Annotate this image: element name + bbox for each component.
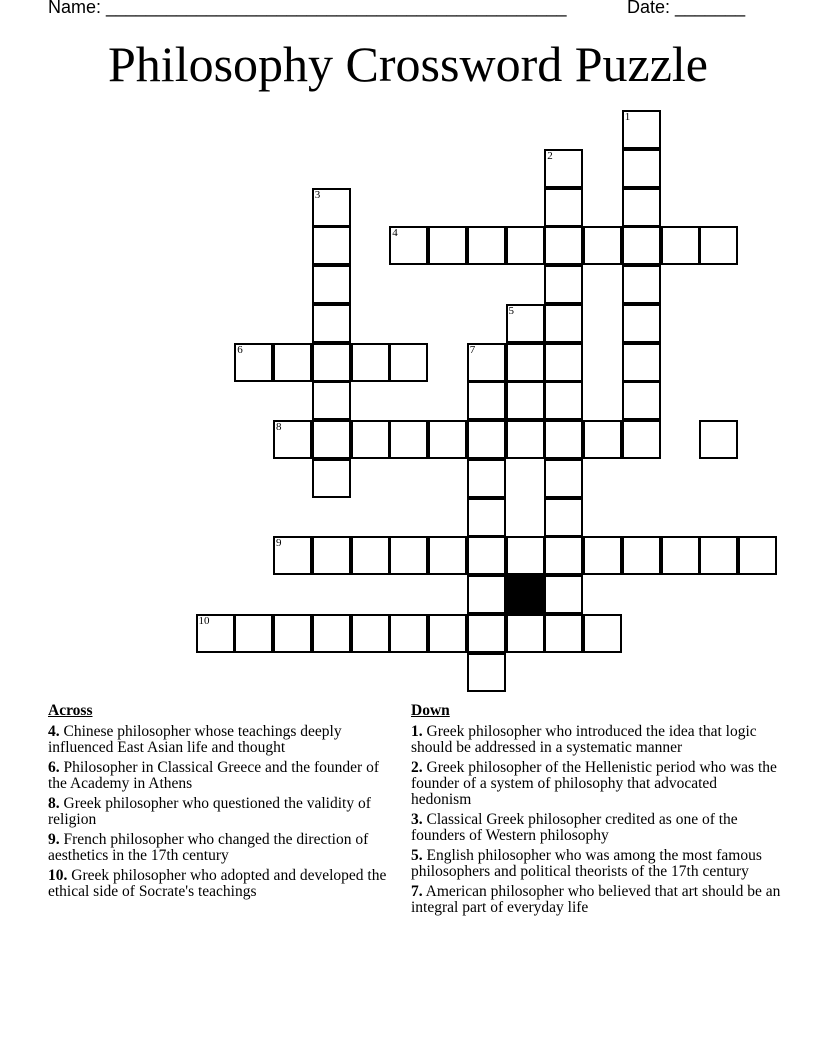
crossword-cell[interactable] <box>544 343 583 382</box>
cell-number: 8 <box>276 421 282 433</box>
clue-down-2 <box>411 760 781 808</box>
cell-number: 10 <box>198 614 210 627</box>
crossword-cell[interactable] <box>506 536 545 575</box>
across-clues <box>48 703 393 904</box>
clue-across-8 <box>48 796 393 828</box>
crossword-cell[interactable] <box>467 459 506 498</box>
crossword-cell[interactable] <box>467 653 506 692</box>
crossword-cell[interactable] <box>622 226 661 265</box>
crossword-cell[interactable] <box>544 614 583 653</box>
clue-text: American philosopher who believed that art should be an integral part of everyday life <box>411 883 781 916</box>
crossword-cell[interactable] <box>738 536 777 575</box>
crossword-cell[interactable] <box>312 536 351 575</box>
cell-number: 3 <box>314 188 321 201</box>
crossword-cell[interactable] <box>273 614 312 653</box>
clue-text: Greek philosopher who introduced the idea that logic should be addressed in a systematic manner <box>411 723 757 756</box>
crossword-cell[interactable] <box>428 420 467 459</box>
crossword-cell[interactable] <box>273 420 312 459</box>
cell-number: 4 <box>392 227 398 240</box>
down-heading: Down <box>411 702 450 719</box>
clue-number: 8. <box>48 795 60 812</box>
cell-number: 5 <box>508 304 514 317</box>
crossword-cell[interactable] <box>622 149 661 188</box>
crossword-cell[interactable] <box>699 536 738 575</box>
crossword-cell[interactable] <box>234 614 273 653</box>
crossword-cell[interactable] <box>312 226 351 265</box>
crossword-cell[interactable] <box>544 536 583 575</box>
crossword-cell[interactable] <box>312 420 351 459</box>
crossword-cell[interactable] <box>661 536 700 575</box>
page-title: Philosophy Crossword Puzzle <box>108 36 708 92</box>
crossword-cell[interactable] <box>622 381 661 420</box>
crossword-cell[interactable] <box>544 420 583 459</box>
crossword-cell[interactable] <box>389 226 428 265</box>
crossword-cell[interactable] <box>467 226 506 265</box>
clue-number: 7. <box>411 883 423 900</box>
clue-down-1 <box>411 724 781 756</box>
clue-across-9 <box>48 832 393 864</box>
clue-text: Philosopher in Classical Greece and the founder of the Academy in Athens <box>48 759 380 792</box>
crossword-cell[interactable] <box>622 343 661 382</box>
cell-number: 6 <box>237 343 243 356</box>
cell-number: 1 <box>624 111 631 123</box>
crossword-cell[interactable] <box>544 381 583 420</box>
crossword-cell[interactable] <box>622 420 661 459</box>
crossword-cell[interactable] <box>544 188 583 227</box>
crossword-cell[interactable] <box>389 343 428 382</box>
clue-down-3 <box>411 812 781 844</box>
clue-across-4 <box>48 724 393 756</box>
clue-number: 3. <box>411 811 423 828</box>
crossword-cell[interactable] <box>467 343 506 382</box>
crossword-cell[interactable] <box>196 614 235 653</box>
crossword-cell[interactable] <box>583 420 622 459</box>
crossword-cell[interactable] <box>467 420 506 459</box>
clue-number: 2. <box>411 759 423 776</box>
crossword-cell[interactable] <box>583 536 622 575</box>
crossword-cell[interactable] <box>273 536 312 575</box>
crossword-cell[interactable] <box>506 226 545 265</box>
crossword-cell[interactable] <box>506 381 545 420</box>
crossword-cell[interactable] <box>544 149 583 188</box>
crossword-cell[interactable] <box>622 304 661 343</box>
clue-number: 4. <box>48 723 60 740</box>
crossword-cell[interactable] <box>389 614 428 653</box>
crossword-cell[interactable] <box>544 459 583 498</box>
crossword-cell[interactable] <box>351 614 390 653</box>
crossword-cell[interactable] <box>467 381 506 420</box>
crossword-cell[interactable] <box>312 381 351 420</box>
cell-number: 9 <box>276 537 282 550</box>
crossword-cell[interactable] <box>351 536 390 575</box>
clue-number: 9. <box>48 831 60 848</box>
crossword-cell[interactable] <box>699 226 738 265</box>
clue-across-10 <box>48 868 393 900</box>
crossword-cell[interactable] <box>467 498 506 537</box>
crossword-cell[interactable] <box>583 226 622 265</box>
crossword-cell[interactable] <box>312 459 351 498</box>
crossword-cell[interactable] <box>544 498 583 537</box>
crossword-cell[interactable] <box>428 536 467 575</box>
crossword-cell[interactable] <box>467 536 506 575</box>
crossword-cell[interactable] <box>661 226 700 265</box>
crossword-cell[interactable] <box>699 420 738 459</box>
crossword-cell[interactable] <box>506 343 545 382</box>
clue-text: Greek philosopher who questioned the validity of religion <box>48 795 371 828</box>
crossword-cell[interactable] <box>544 304 583 343</box>
clue-number: 5. <box>411 847 423 864</box>
crossword-cell[interactable] <box>467 614 506 653</box>
clue-text: French philosopher who changed the direction of aesthetics in the 17th century <box>48 831 369 864</box>
clue-number: 1. <box>411 723 423 740</box>
date-field-label[interactable]: Date: _______ <box>627 0 746 17</box>
clue-down-5 <box>411 848 781 880</box>
name-field-label[interactable]: Name: ______________________________________________ <box>48 0 567 17</box>
crossword-cell[interactable] <box>273 343 312 382</box>
crossword-cell[interactable] <box>312 304 351 343</box>
clue-text: English philosopher who was among the most famous philosophers and political theorists of the 17th century <box>411 847 762 880</box>
crossword-cell[interactable] <box>428 226 467 265</box>
cell-number: 2 <box>547 149 553 162</box>
crossword-cell[interactable] <box>544 575 583 614</box>
crossword-cell[interactable] <box>583 614 622 653</box>
clue-text: Greek philosopher of the Hellenistic period who was the founder of a system of philosophy that advocated hedonism <box>411 759 777 808</box>
clue-text: Classical Greek philosopher credited as one of the founders of Western philosophy <box>411 811 738 844</box>
clue-text: Greek philosopher who adopted and developed the ethical side of Socrate's teachings <box>48 867 387 900</box>
crossword-cell[interactable] <box>622 265 661 304</box>
crossword-cell[interactable] <box>312 265 351 304</box>
crossword-cell[interactable] <box>312 188 351 227</box>
crossword-cell[interactable] <box>506 614 545 653</box>
clue-text: Chinese philosopher whose teachings deeply influenced East Asian life and thought <box>48 723 342 756</box>
crossword-cell[interactable] <box>389 536 428 575</box>
crossword-cell[interactable] <box>234 343 273 382</box>
crossword-cell[interactable] <box>389 420 428 459</box>
across-heading: Across <box>48 702 93 719</box>
crossword-cell[interactable] <box>351 420 390 459</box>
crossword-cell[interactable] <box>351 343 390 382</box>
crossword-cell[interactable] <box>544 226 583 265</box>
clue-number: 10. <box>48 867 68 884</box>
cell-number: 7 <box>469 343 476 356</box>
down-clues <box>411 703 781 920</box>
crossword-cell[interactable] <box>312 343 351 382</box>
crossword-cell[interactable] <box>622 536 661 575</box>
crossword-cell[interactable] <box>544 265 583 304</box>
clue-number: 6. <box>48 759 60 776</box>
crossword-cell[interactable] <box>622 110 661 149</box>
crossword-cell[interactable] <box>428 614 467 653</box>
clue-down-7 <box>411 884 781 916</box>
crossword-cell[interactable] <box>467 575 506 614</box>
clue-across-6 <box>48 760 393 792</box>
crossword-cell[interactable] <box>506 304 545 343</box>
crossword-cell[interactable] <box>622 188 661 227</box>
crossword-blocked-cell <box>506 575 545 614</box>
crossword-cell[interactable] <box>506 420 545 459</box>
crossword-cell[interactable] <box>312 614 351 653</box>
